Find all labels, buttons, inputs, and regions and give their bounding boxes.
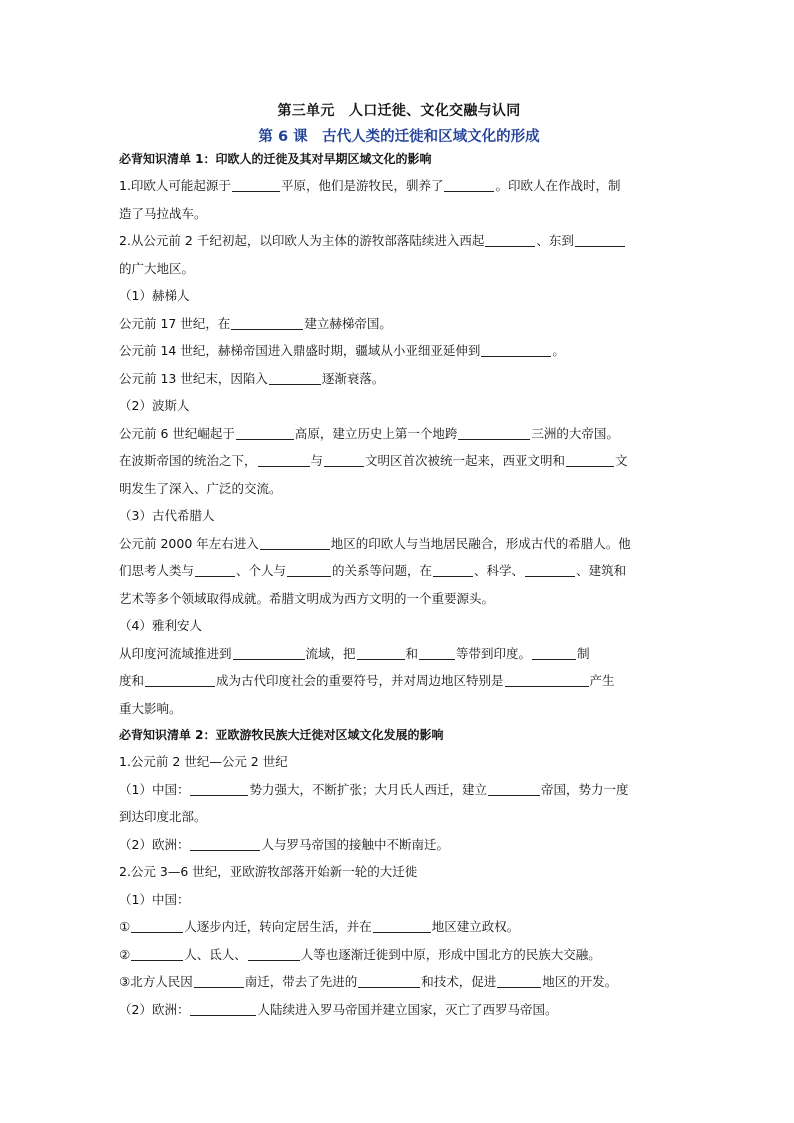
blank[interactable]: [505, 672, 589, 687]
s1-line15: 度和 成为古代印度社会的重要符号，并对周边地区特别是 产生: [119, 673, 615, 688]
s1-line13: 艺术等多个领域取得成就。希腊文明成为西方文明的一个重要源头。: [119, 590, 495, 606]
s1-line12: 们思考人类与 、个人与 的关系等问题，在 、科学、 、建筑和: [119, 563, 627, 578]
blank[interactable]: [233, 645, 305, 660]
subheading-aryans: （4）雅利安人: [119, 618, 202, 633]
blank[interactable]: [190, 836, 260, 851]
blank[interactable]: [190, 781, 248, 796]
blank[interactable]: [458, 425, 530, 440]
blank[interactable]: [131, 918, 183, 933]
blank[interactable]: [525, 562, 575, 577]
blank[interactable]: [194, 973, 244, 988]
s1-line11: 公元前 2000 年左右进入 地区的印欧人与当地居民融合，形成古代的希腊人。他: [119, 535, 631, 551]
s2-line2: （1）中国： 势力强大，不断扩张；大月氏人西迁，建立 帝国，势力一度: [119, 781, 629, 797]
blank[interactable]: [532, 645, 576, 660]
blank[interactable]: [145, 672, 215, 687]
blank[interactable]: [488, 781, 540, 796]
subheading-hittites: （1）赫梯人: [119, 288, 190, 303]
s1-line10: 明发生了深入、广泛的交流。: [119, 480, 282, 496]
subheading-persians: （2）波斯人: [119, 398, 190, 413]
blank[interactable]: [260, 535, 330, 550]
s1-line2: 造了马拉战车。: [119, 205, 207, 221]
blank[interactable]: [269, 370, 321, 385]
worksheet-page: [119, 100, 679, 1023]
blank[interactable]: [258, 452, 310, 467]
s2-line5: 2.公元 3—6 世纪，亚欧游牧部落开始新一轮的大迁徙: [119, 864, 418, 879]
s1-line1: 1.印欧人可能起源于 平原，他们是游牧民，驯养了 。印欧人在作战时，制: [119, 178, 621, 193]
blank[interactable]: [231, 315, 303, 330]
section2-heading: 必背知识清单 2：亚欧游牧民族大迁徙对区域文化发展的影响: [119, 728, 444, 742]
unit-title: 第三单元 人口迁徙、文化交融与认同: [277, 103, 521, 119]
s1-line9: 在波斯帝国的统治之下， 与 文明区首次被统一起来，西亚文明和 文: [119, 453, 628, 468]
blank[interactable]: [419, 645, 455, 660]
blank[interactable]: [566, 452, 614, 467]
s1-line8: 公元前 6 世纪崛起于 高原，建立历史上第一个地跨 三洲的大帝国。: [119, 425, 619, 441]
s1-line16: 重大影响。: [119, 700, 182, 716]
s2-line3: 到达印度北部。: [119, 809, 207, 824]
s1-line14: 从印度河流域推进到 流域，把 和 等带到印度。 制: [119, 645, 590, 661]
s1-line5: 公元前 17 世纪，在 建立赫梯帝国。: [119, 315, 392, 331]
blank[interactable]: [358, 973, 420, 988]
blank[interactable]: [373, 918, 431, 933]
blank[interactable]: [131, 946, 183, 961]
s2-line8: ② 人、氐人、 人等也逐渐迁徙到中原，形成中国北方的民族大交融。: [119, 946, 601, 962]
blank[interactable]: [232, 177, 280, 192]
subheading-greeks: （3）古代希腊人: [119, 508, 215, 523]
s2-line1: 1.公元前 2 世纪—公元 2 世纪: [119, 754, 288, 769]
blank[interactable]: [190, 1001, 256, 1016]
s2-line9: ③北方人民因 南迁，带去了先进的 和技术，促进 地区的开发。: [119, 974, 618, 989]
blank[interactable]: [236, 425, 294, 440]
s1-line3: 2.从公元前 2 千纪初起，以印欧人为主体的游牧部落陆续进入西起 、东到: [119, 227, 679, 255]
blank[interactable]: [444, 177, 494, 192]
section1-heading: 必背知识清单 1：印欧人的迁徙及其对早期区域文化的影响: [119, 152, 432, 166]
blank[interactable]: [287, 562, 331, 577]
lesson-title: 第 6 课 古代人类的迁徙和区域文化的形成: [258, 129, 540, 145]
s2-line7: ① 人逐步内迁，转向定居生活，并在 地区建立政权。: [119, 919, 520, 934]
blank[interactable]: [433, 562, 473, 577]
s1-line6: 公元前 14 世纪，赫梯帝国进入鼎盛时期，疆域从小亚细亚延伸到 。: [119, 343, 565, 358]
blank[interactable]: [248, 946, 300, 961]
blank[interactable]: [575, 232, 625, 247]
s2-line4: （2）欧洲： 人与罗马帝国的接触中不断南迁。: [119, 836, 449, 852]
blank[interactable]: [195, 562, 235, 577]
blank[interactable]: [357, 645, 405, 660]
s1-line7: 公元前 13 世纪末，因陷入 逐渐衰落。: [119, 370, 385, 386]
s2-line6: （1）中国：: [119, 891, 190, 907]
s1-line4: 的广大地区。: [119, 260, 195, 276]
s2-line10: （2）欧洲： 人陆续进入罗马帝国并建立国家，灭亡了西罗马帝国。: [119, 1001, 558, 1017]
blank[interactable]: [497, 973, 541, 988]
blank[interactable]: [324, 452, 364, 467]
blank[interactable]: [485, 232, 535, 247]
blank[interactable]: [481, 342, 551, 357]
